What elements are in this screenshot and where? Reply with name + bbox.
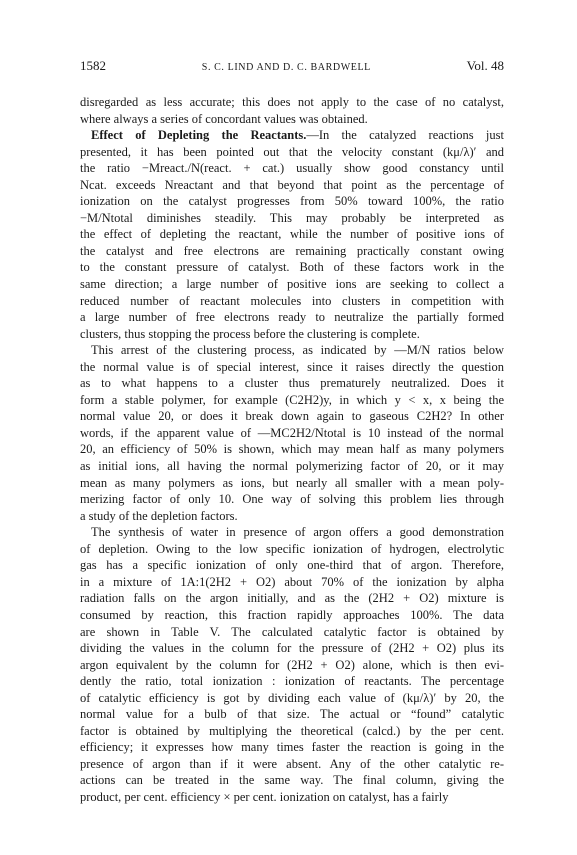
text-line: the normal value is of special interest, since it raises directly the question — [80, 359, 504, 374]
text-line: same direction; a large number of positive ions are seeking to collect a — [80, 277, 504, 292]
text-line: the catalyst and free electrons are remaining practically constant owing — [80, 243, 504, 258]
text-line: factor is obtained by multiplying the theoretical (calcd.) by the per cent. — [80, 723, 504, 738]
text-line: Ncat. exceeds Nreactant and that beyond that point as the percentage of — [80, 177, 504, 192]
text-line: product, per cent. efficiency × per cent. ionization on catalyst, has a fairly — [80, 789, 449, 804]
text-line: presented, it has been pointed out that the velocity constant (kμ/λ)′ and — [80, 144, 504, 159]
text-line: normal value for a bulb of that size. The actual or “found” catalytic — [80, 707, 504, 722]
text-line: are shown in Table V. The calculated catalytic factor is obtained by — [80, 624, 504, 639]
text-line: −M/Ntotal diminishes steadily. This may probably be interpreted as — [80, 210, 504, 225]
text-line: as to what happens to a cluster thus prematurely neutralized. Does it — [80, 376, 504, 391]
text-line: a large number of free electrons ready to neutralize the partially formed — [80, 310, 504, 325]
text-line: actions can be treated in the same way. The final column, giving the — [80, 773, 504, 788]
paragraph — [80, 127, 504, 342]
text-line: consumed by reaction, this fraction rapidly approaches 100%. The data — [80, 607, 504, 622]
text-line: The synthesis of water in presence of argon offers a good demonstration — [91, 525, 504, 540]
text-line: in a mixture of 1A:1(2H2 + O2) about 70% of the ionization by alpha — [80, 574, 504, 589]
text-line: dividing the values in the column for the pressure of (2H2 + O2) plus its — [80, 641, 504, 656]
text-line: ionization on the catalyst progresses from 50% toward 100%, the ratio — [80, 194, 504, 209]
text-line: disregarded as less accurate; this does not apply to the case of no catalyst, — [80, 95, 504, 109]
volume-label: Vol. 48 — [466, 58, 504, 73]
text-line: This arrest of the clustering process, as indicated by —M/N ratios below — [91, 343, 504, 358]
text-line: reduced number of reactant molecules into clusters in competition with — [80, 293, 504, 308]
text-line: of depletion. Owing to the low specific ionization of hydrogen, electrolytic — [80, 541, 504, 556]
body-text — [80, 94, 504, 806]
text-line: efficiency; it expresses how many times faster the reaction is going in the — [80, 740, 504, 755]
paragraph — [80, 342, 504, 524]
text-line: dently the ratio, total ionization : ionization of reactants. The percentage — [80, 674, 504, 689]
text-line: form a stable polymer, for example (C2H2)y, in which y < x, x being the — [80, 392, 504, 407]
text-line: clusters, thus stopping the process before the clustering is complete. — [80, 326, 420, 341]
section-heading: Effect of Depleting the Reactants. — [91, 128, 307, 143]
text-line: gas has a specific ionization of only one-third that of argon. Therefore, — [80, 558, 504, 573]
paragraph — [80, 94, 504, 127]
text-line: of catalytic efficiency is got by dividing each value of (kμ/λ)′ by 20, the — [80, 690, 504, 705]
text-line: argon equivalent by the column for (2H2 + O2) alone, which is then evi- — [80, 657, 504, 672]
text-line: normal value 20, or does it break down again to gaseous C2H2? In other — [80, 409, 504, 424]
text-line: as initial ions, all having the normal polymerizing factor of 20, or it may — [80, 459, 504, 474]
running-title: S. C. LIND AND D. C. BARDWELL — [201, 62, 371, 73]
text-line: a study of the depletion factors. — [80, 508, 238, 523]
text-line: merizing factor of only 10. One way of solving this problem lies through — [80, 492, 504, 507]
page-number: 1582 — [80, 58, 106, 73]
text-line: mean as many polymers as ions, but nearly all smaller with a mean poly- — [80, 475, 504, 490]
text-line: where always a series of concordant values was obtained. — [80, 111, 368, 126]
text-line: radiation falls on the argon initially, and as the (2H2 + O2) mixture is — [80, 591, 504, 606]
text-line: words, if the apparent value of —MC2H2/Ntotal is 10 instead of the normal — [80, 425, 504, 440]
text-line: presence of argon than if it were absent. Any of the other catalytic re- — [80, 756, 504, 771]
text-line: to the constant pressure of catalyst. Both of these factors work in the — [80, 260, 504, 275]
text-line: the ratio −Mreact./N(react. + cat.) usually show good constancy until — [80, 161, 504, 176]
text-line: Effect of Depleting the Reactants.—In the catalyzed reactions just — [91, 128, 504, 143]
paragraph — [80, 524, 504, 805]
running-header — [80, 58, 504, 74]
text-line: 20, an efficiency of 50% is shown, which may mean half as many polymers — [80, 442, 504, 457]
text-line: the effect of depleting the reactant, while the number of positive ions of — [80, 227, 504, 242]
